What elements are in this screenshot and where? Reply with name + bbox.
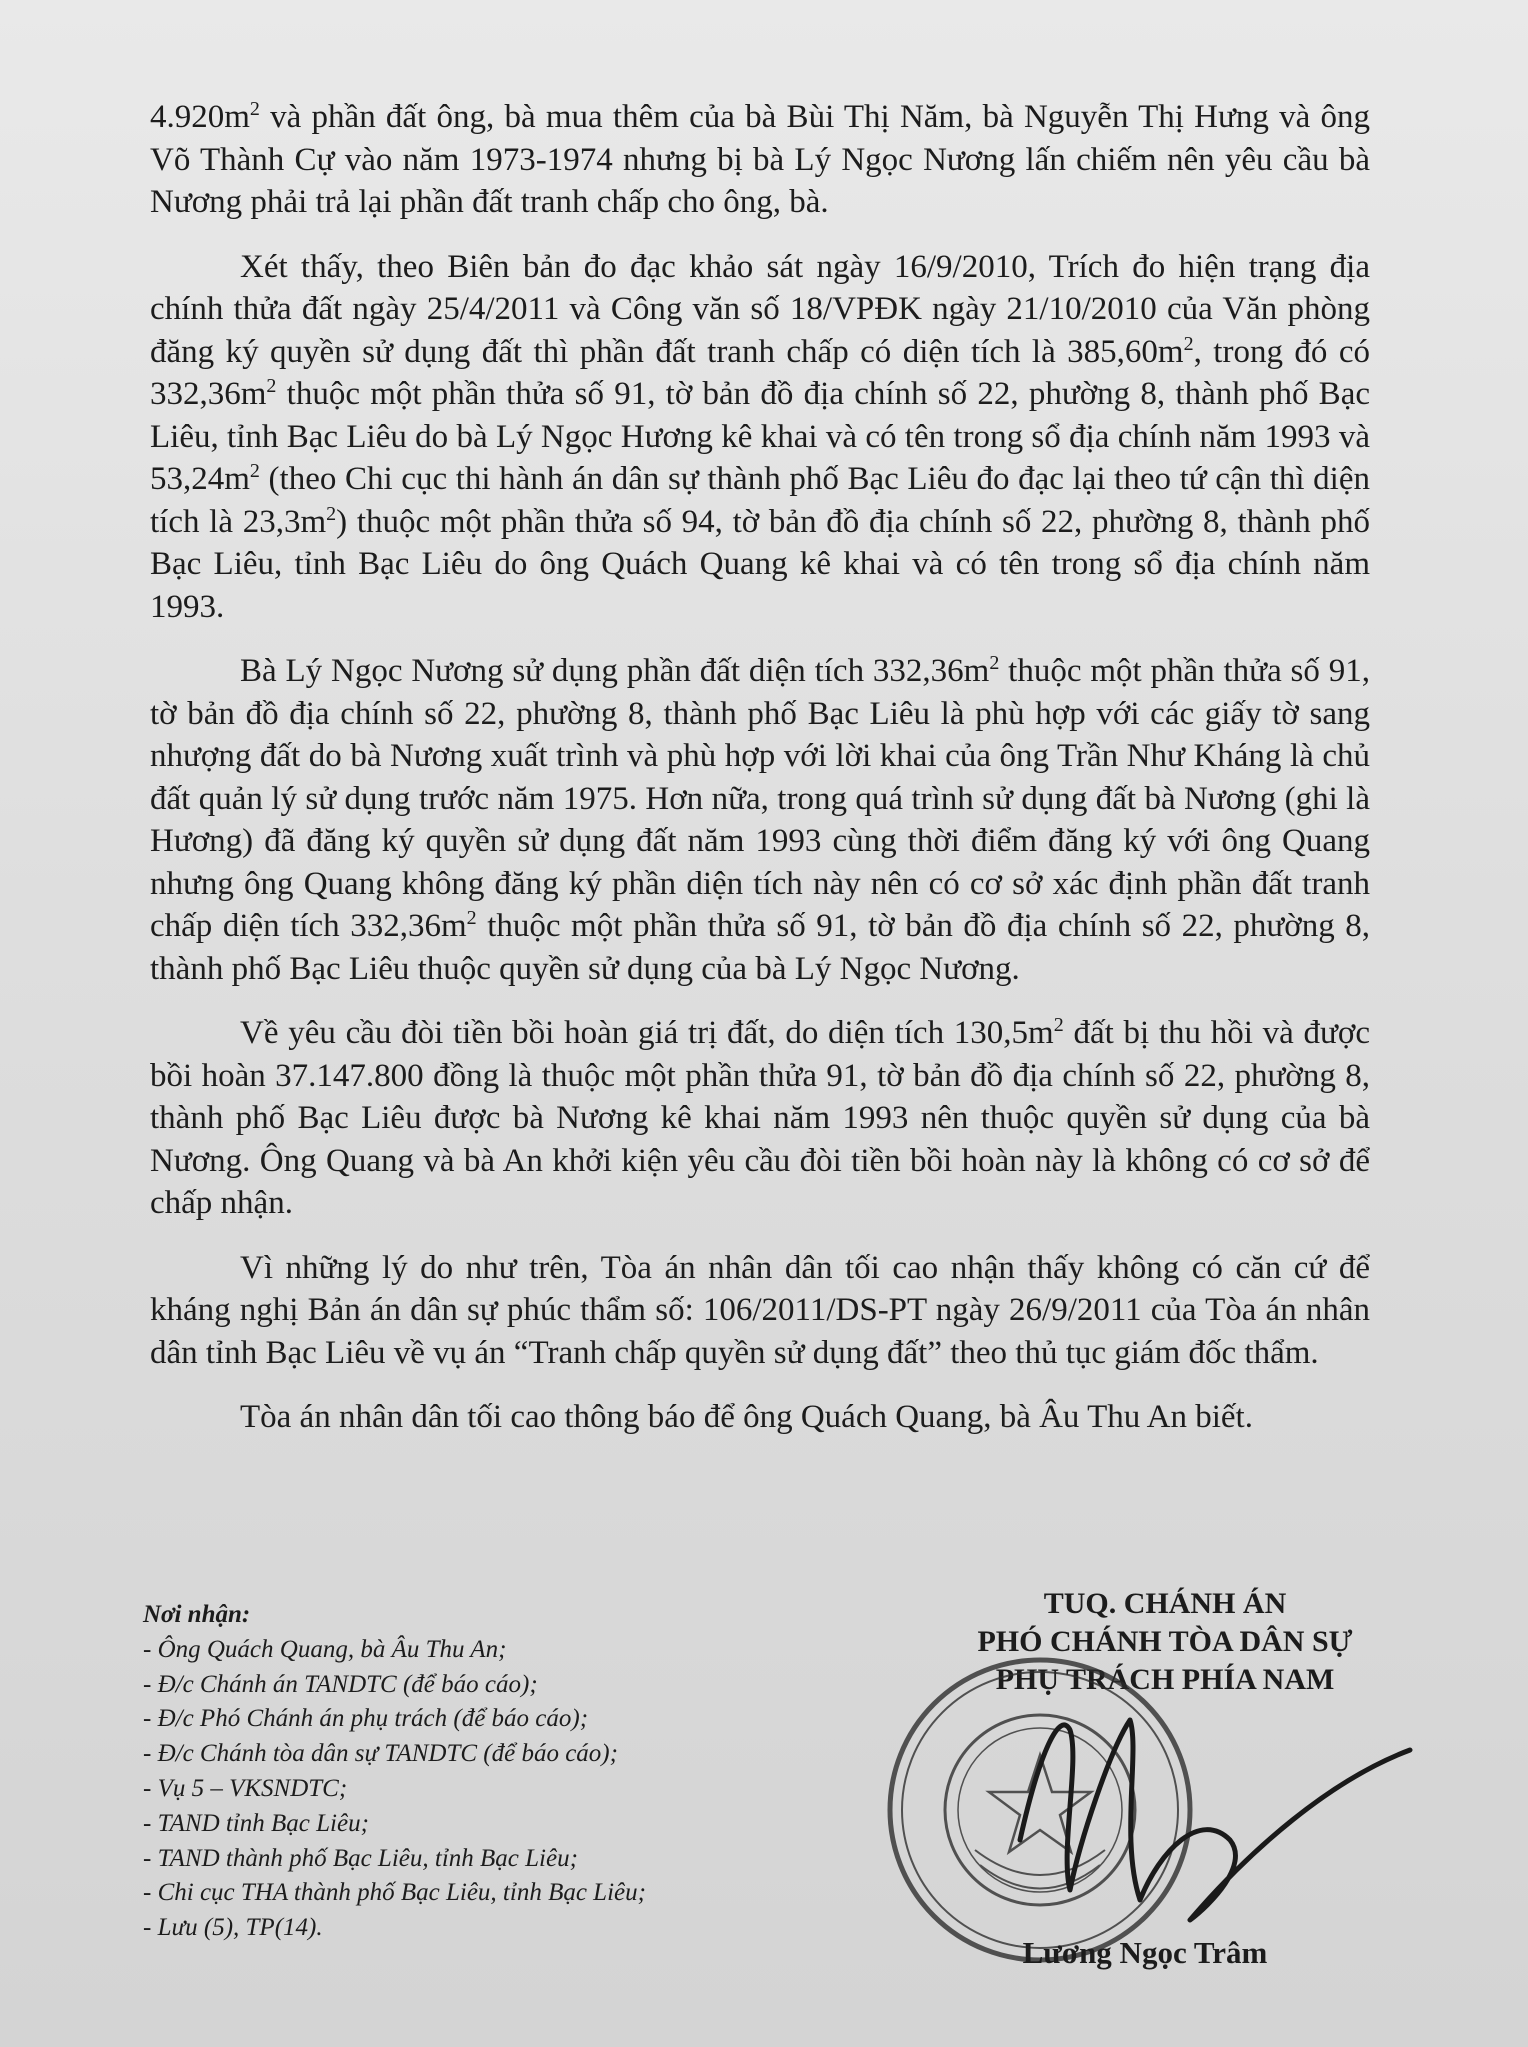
paragraph-2: Xét thấy, theo Biên bản đo đạc khảo sát ngày 16/9/2010, Trích đo hiện trạng địa chính thửa đất ngày 25/4/2011 và Công văn số 18/VPĐK ngày 21/10/2010 của Văn phòng đăng ký quyền sử dụng đất thì phần đất tranh chấp có diện tích là $385,60m^2$, trong đó có $332,36m^2$ thuộc một phần thửa số 91, tờ bản đồ địa chính số 22, phường 8, thành phố Bạc Liêu, tỉnh Bạc Liêu do bà Lý Ngọc Hương kê khai và có tên trong sổ địa chính năm 1993 và $53,24m^2$ (theo Chi cục thi hành án dân sự thành phố Bạc Liêu đo đạc lại theo tứ cận thì diện tích là $23,3m^2$) thuộc một phần thửa số 94, tờ bản đồ địa chính số 22, phường 8, thành phố Bạc Liêu, tỉnh Bạc Liêu do ông Quách Quang kê khai và có tên trong sổ địa chính năm 1993.: [150, 248, 1370, 625]
handwritten-signature: [1000, 1690, 1420, 1950]
paragraph-6: Tòa án nhân dân tối cao thông báo để ông Quách Quang, bà Âu Thu An biết.: [240, 1399, 1253, 1435]
recipient-item: - Đ/c Chánh án TANDTC (để báo cáo);: [143, 1670, 538, 1698]
recipient-item: - TAND thành phố Bạc Liêu, tỉnh Bạc Liêu;: [143, 1844, 578, 1872]
recipient-item: - Lưu (5), TP(14).: [143, 1914, 323, 1942]
paragraph-4: Về yêu cầu đòi tiền bồi hoàn giá trị đất, do diện tích $130,5m^2$ đất bị thu hồi và được bồi hoàn 37.147.800 đồng là thuộc một phần thửa 91, tờ bản đồ địa chính số 22, phường 8, thành phố Bạc Liêu được bà Nương kê khai năm 1993 nên thuộc quyền sử dụng của bà Nương. Ông Quang và bà An khởi kiện yêu cầu đòi tiền bồi hoàn này là không có cơ sở để chấp nhận.: [150, 1014, 1371, 1221]
paragraph-5: Vì những lý do như trên, Tòa án nhân dân tối cao nhận thấy không có căn cứ để kháng nghị Bản án dân sự phúc thẩm số: 106/2011/DS-PT ngày 26/9/2011 của Tòa án nhân dân tỉnh Bạc Liêu về vụ án “Tranh chấp quyền sử dụng đất” theo thủ tục giám đốc thẩm.: [150, 1249, 1370, 1371]
recipient-item: - TAND tỉnh Bạc Liêu;: [143, 1809, 369, 1837]
signer-line-2: PHÓ CHÁNH TÒA DÂN SỰ: [977, 1625, 1353, 1658]
recipients-block: [143, 1598, 783, 1946]
recipient-item: - Đ/c Phó Chánh án phụ trách (để báo cáo);: [143, 1705, 589, 1733]
recipient-item: - Ông Quách Quang, bà Âu Thu An;: [143, 1635, 507, 1663]
recipient-item: - Chi cục THA thành phố Bạc Liêu, tỉnh Bạc Liêu;: [143, 1879, 646, 1907]
recipient-item: - Vụ 5 – VKSNDTC;: [143, 1774, 348, 1802]
recipients-heading: Nơi nhận:: [143, 1601, 251, 1628]
recipients-list: [143, 1633, 783, 1946]
document-body: [150, 96, 1370, 1461]
signer-name: Lương Ngọc Trâm: [1022, 1935, 1268, 1970]
signer-line-3: PHỤ TRÁCH PHÍA NAM: [995, 1663, 1335, 1696]
paragraph-1: $4.920m^2$ và phần đất ông, bà mua thêm của bà Bùi Thị Năm, bà Nguyễn Thị Hưng và ông Võ Thành Cự vào năm 1973-1974 nhưng bị bà Lý Ngọc Nương lấn chiếm nên yêu cầu bà Nương phải trả lại phần đất tranh chấp cho ông, bà.: [150, 98, 1370, 220]
recipient-item: - Đ/c Chánh tòa dân sự TANDTC (để báo cáo);: [143, 1740, 618, 1768]
paragraph-3: Bà Lý Ngọc Nương sử dụng phần đất diện tích $332,36m^2$ thuộc một phần thửa số 91, tờ bản đồ địa chính số 22, phường 8, thành phố Bạc Liêu là phù hợp với các giấy tờ sang nhượng đất do bà Nương xuất trình và phù hợp với lời khai của ông Trần Như Kháng là chủ đất quản lý sử dụng trước năm 1975. Hơn nữa, trong quá trình sử dụng đất bà Nương (ghi là Hương) đã đăng ký quyền sử dụng đất năm 1993 cùng thời điểm đăng ký với ông Quang nhưng ông Quang không đăng ký phần diện tích này nên có cơ sở xác định phần đất tranh chấp diện tích $332,36m^2$ thuộc một phần thửa số 91, tờ bản đồ địa chính số 22, phường 8, thành phố Bạc Liêu thuộc quyền sử dụng của bà Lý Ngọc Nương.: [150, 652, 1371, 987]
signer-line-1: TUQ. CHÁNH ÁN: [1043, 1587, 1287, 1620]
